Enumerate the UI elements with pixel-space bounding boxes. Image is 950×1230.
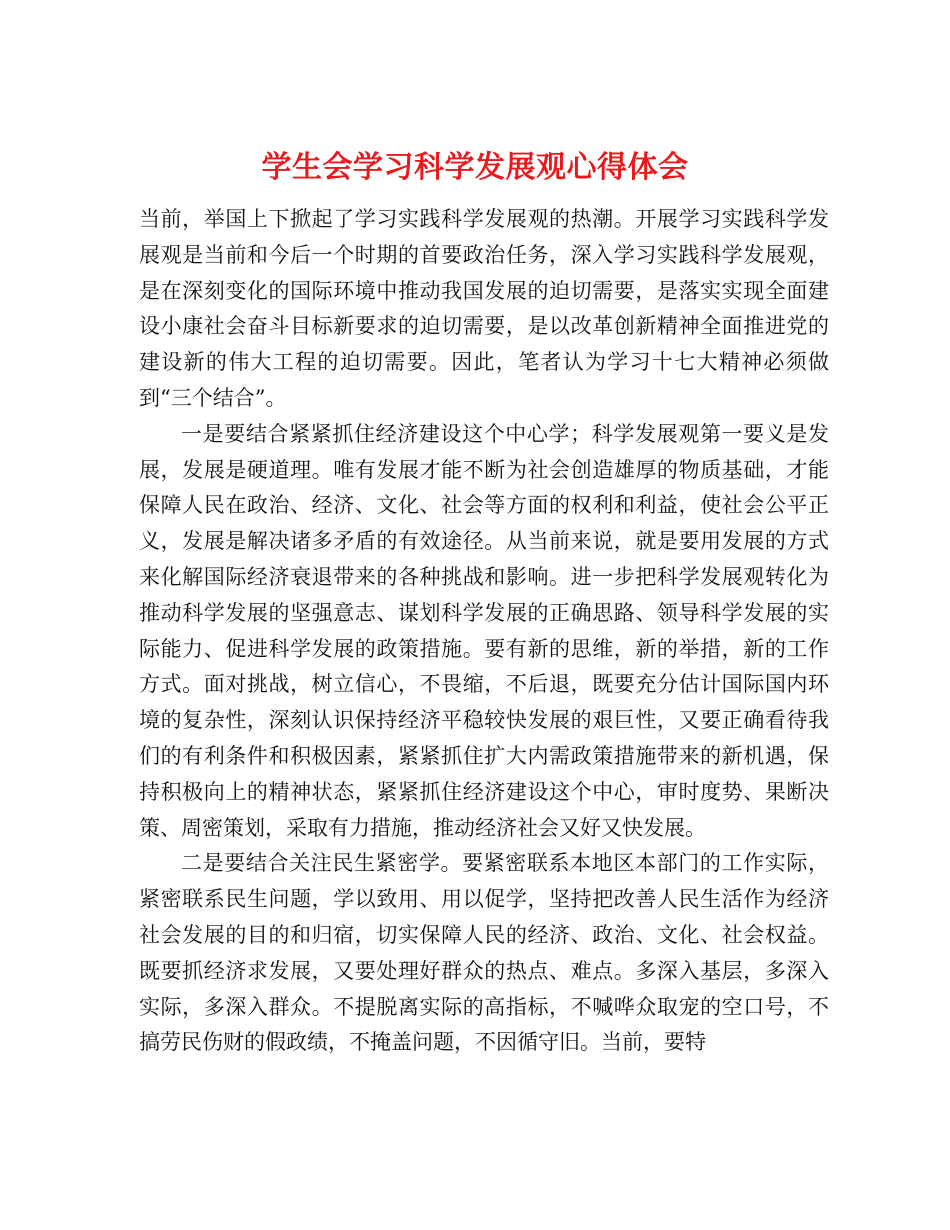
paragraph-point-one: 一是要结合紧紧抓住经济建设这个中心学；科学发展观第一要义是发展，发展是硬道理。唯有发展才能不断为社会创造雄厚的物质基础，才能保障人民在政治、经济、文化、社会等方面的权利和利益，使社会公平正义，发展是解决诸多矛盾的有效途径。从当前来说，就是要用发展的方式来化解国际经济衰退带来的各种挑战和影响。进一步把科学发展观转化为推动科学发展的坚强意志、谋划科学发展的正确思路、领导科学发展的实际能力、促进科学发展的政策措施。要有新的思维，新的举措，新的工作方式。面对挑战，树立信心，不畏缩，不后退，既要充分估计国际国内环境的复杂性，深刻认识保持经济平稳较快发展的艰巨性，又要正确看待我们的有利条件和积极因素，紧紧抓住扩大内需政策措施带来的新机遇，保持积极向上的精神状态，紧紧抓住经济建设这个中心，审时度势、果断决策、周密策划，采取有力措施，推动经济社会又好又快发展。 xyxy=(139,421,829,840)
paragraph-intro: 当前，举国上下掀起了学习实践科学发展观的热潮。开展学习实践科学发展观是当前和今后一个时期的首要政治任务，深入学习实践科学发展观，是在深刻变化的国际环境中推动我国发展的迫切需要，是落实实现全面建设小康社会奋斗目标新要求的迫切需要，是以改革创新精神全面推进党的建设新的伟大工程的迫切需要。因此，笔者认为学习十七大精神必须做到“三个结合”。 xyxy=(139,207,829,410)
document-title: 学生会学习科学发展观心得体会 xyxy=(261,150,689,186)
document-body xyxy=(139,202,829,1061)
paragraph-point-two: 二是要结合关注民生紧密学。要紧密联系本地区本部门的工作实际，紧密联系民生问题，学以致用、用以促学，坚持把改善人民生活作为经济社会发展的目的和归宿，切实保障人民的经济、政治、文化、社会权益。既要抓经济求发展，又要处理好群众的热点、难点。多深入基层，多深入实际，多深入群众。不提脱离实际的高指标，不喊哗众取宠的空口号，不搞劳民伤财的假政绩，不掩盖问题，不因循守旧。当前，要特 xyxy=(139,851,829,1055)
